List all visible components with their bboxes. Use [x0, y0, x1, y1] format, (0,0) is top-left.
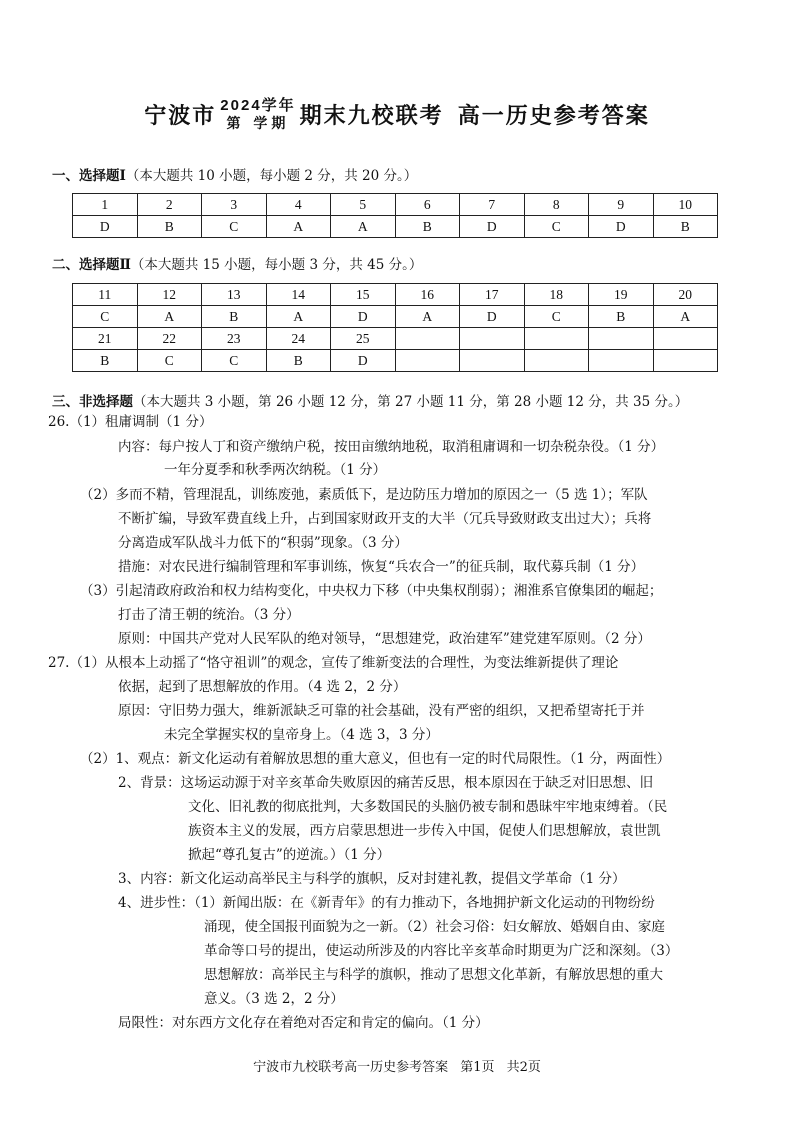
answer-line: 2、背景：这场运动源于对辛亥革命失败原因的痛苦反思，根本原因在于缺乏对旧思想、旧	[118, 775, 654, 791]
table-cell: 17	[460, 284, 525, 306]
table-cell: 14	[266, 284, 331, 306]
answer-line: （3）引起清政府政治和权力结构变化，中央权力下移（中央集权削弱）；湘淮系官僚集团的崛起；	[80, 583, 663, 599]
table-cell: B	[73, 350, 138, 372]
title-semester: 第 学期	[226, 116, 290, 132]
table-cell: 5	[331, 194, 396, 216]
table-cell	[395, 350, 460, 372]
table-cell: A	[137, 306, 202, 328]
table-cell: 25	[331, 328, 396, 350]
table-cell: 10	[653, 194, 718, 216]
table-cell: C	[202, 216, 267, 238]
table-row	[73, 306, 718, 328]
table-cell	[460, 328, 525, 350]
table-cell	[589, 328, 654, 350]
table-cell: A	[266, 306, 331, 328]
table-cell	[395, 328, 460, 350]
table-cell: C	[137, 350, 202, 372]
answer-line: 意义。（3 选 2，2 分）	[204, 991, 344, 1007]
answer-line: 一年分夏季和秋季两次纳税。（1 分）	[164, 462, 387, 478]
answer-line: 4、进步性：（1）新闻出版：在《新青年》的有力推动下，各地拥护新文化运动的刊物纷纷	[118, 895, 655, 911]
table-cell: A	[331, 216, 396, 238]
table-cell: C	[524, 306, 589, 328]
table-row	[73, 328, 718, 350]
table-cell: 18	[524, 284, 589, 306]
table-cell: 6	[395, 194, 460, 216]
table-cell: B	[202, 306, 267, 328]
table-cell: B	[137, 216, 202, 238]
table-cell: D	[331, 350, 396, 372]
table-cell: D	[331, 306, 396, 328]
table-cell: 20	[653, 284, 718, 306]
table-cell: C	[524, 216, 589, 238]
section-1-heading: 一、选择题Ⅰ（本大题共 10 小题，每小题 2 分，共 20 分。）	[52, 168, 418, 184]
table-cell: D	[460, 216, 525, 238]
table-cell: 15	[331, 284, 396, 306]
table-cell: 24	[266, 328, 331, 350]
answer-line: 原则：中国共产党对人民军队的绝对领导，“思想建党，政治建军”建党建军原则。（2 分）	[118, 631, 651, 647]
table-cell: A	[395, 306, 460, 328]
answer-line: 思想解放：高举民主与科学的旗帜，推动了思想文化革新，有解放思想的重大	[204, 967, 663, 983]
table-cell: A	[266, 216, 331, 238]
table-cell	[653, 350, 718, 372]
answer-table-2	[72, 283, 718, 372]
table-cell: 23	[202, 328, 267, 350]
table-cell: 8	[524, 194, 589, 216]
table-cell: B	[653, 216, 718, 238]
title-prefix: 宁波市	[144, 103, 217, 129]
table-row	[73, 350, 718, 372]
answer-line: 革命等口号的提出，使运动所涉及的内容比辛亥革命时期更为广泛和深刻。（3）	[204, 943, 679, 959]
table-cell: 7	[460, 194, 525, 216]
table-cell: D	[589, 216, 654, 238]
table-cell: 3	[202, 194, 267, 216]
table-cell: B	[266, 350, 331, 372]
table-cell: 12	[137, 284, 202, 306]
answer-line: 27.（1）从根本上动摇了“恪守祖训”的观念，宣传了维新变法的合理性，为变法维新提供了理论	[48, 655, 619, 671]
table-row	[73, 284, 718, 306]
table-row	[73, 216, 718, 238]
answer-table-1	[72, 193, 718, 238]
table-cell: A	[653, 306, 718, 328]
title-subject: 高一历史参考答案	[457, 103, 650, 129]
table-cell: 9	[589, 194, 654, 216]
section-3-heading: 三、非选择题（本大题共 3 小题，第 26 小题 12 分，第 27 小题 11 分，第 28 小题 12 分，共 35 分。）	[52, 394, 689, 410]
answer-line: 原因：守旧势力强大，维新派缺乏可靠的社会基础，没有严密的组织，又把希望寄托于并	[118, 703, 645, 719]
title-year: 2024学年	[220, 97, 296, 114]
table-cell: B	[589, 306, 654, 328]
title-term	[220, 98, 295, 131]
answer-line: 依据，起到了思想解放的作用。（4 选 2，2 分）	[118, 679, 407, 695]
table-cell	[653, 328, 718, 350]
table-cell: 21	[73, 328, 138, 350]
table-cell: C	[202, 350, 267, 372]
answer-line: 26.（1）租庸调制（1 分）	[48, 414, 213, 430]
table-cell: 13	[202, 284, 267, 306]
table-cell: D	[460, 306, 525, 328]
answer-line: 3、内容：新文化运动高举民主与科学的旗帜，反对封建礼教，提倡文学革命（1 分）	[118, 871, 626, 887]
answer-line: 未完全掌握实权的皇帝身上。（4 选 3，3 分）	[164, 727, 439, 743]
table-cell: C	[73, 306, 138, 328]
table-cell: 19	[589, 284, 654, 306]
answer-line: 文化、旧礼教的彻底批判，大多数国民的头脑仍被专制和愚昧牢牢地束缚着。（民	[188, 799, 668, 815]
table-cell: 4	[266, 194, 331, 216]
table-cell: B	[395, 216, 460, 238]
table-cell: 1	[73, 194, 138, 216]
answer-line: 掀起“尊孔复古”的逆流。）（1 分）	[188, 847, 391, 863]
answer-line: （2）1、观点：新文化运动有着解放思想的重大意义，但也有一定的时代局限性。（1 分，两面性）	[80, 751, 671, 767]
table-cell: D	[73, 216, 138, 238]
answer-line: 分离造成军队战斗力低下的“积弱”现象。（3 分）	[118, 535, 408, 551]
table-cell	[589, 350, 654, 372]
answer-line: 不断扩编，导致军费直线上升，占到国家财政开支的大半（冗兵导致财政支出过大）；兵将	[118, 511, 652, 527]
page-title	[0, 98, 794, 131]
table-row	[73, 194, 718, 216]
section-2-heading: 二、选择题Ⅱ（本大题共 15 小题，每小题 3 分，共 45 分。）	[52, 257, 423, 273]
answer-line: 局限性：对东西方文化存在着绝对否定和肯定的偏向。（1 分）	[118, 1015, 489, 1031]
answer-line: （2）多而不精，管理混乱，训练废弛，素质低下，是边防压力增加的原因之一（5 选 1）；军队	[80, 487, 648, 503]
title-exam: 期末九校联考	[299, 103, 444, 129]
table-cell: 22	[137, 328, 202, 350]
table-cell: 2	[137, 194, 202, 216]
footer-total: 共2页	[506, 1060, 541, 1075]
page-footer	[0, 1056, 794, 1075]
table-cell	[524, 350, 589, 372]
answer-line: 涌现，使全国报刊面貌为之一新。（2）社会习俗：妇女解放、婚姻自由、家庭	[204, 919, 665, 935]
answer-line: 内容：每户按人丁和资产缴纳户税，按田亩缴纳地税，取消租庸调和一切杂税杂役。（1 分）	[118, 439, 665, 455]
table-cell: 16	[395, 284, 460, 306]
table-cell: 11	[73, 284, 138, 306]
answer-line: 措施：对农民进行编制管理和军事训练，恢复“兵农合一”的征兵制，取代募兵制（1 分）	[118, 559, 645, 575]
footer-page: 第1页	[460, 1060, 495, 1075]
table-cell	[524, 328, 589, 350]
table-cell	[460, 350, 525, 372]
answer-line: 打击了清王朝的统治。（3 分）	[118, 607, 300, 623]
footer-text: 宁波市九校联考高一历史参考答案	[253, 1060, 449, 1075]
answer-line: 族资本主义的发展，西方启蒙思想进一步传入中国，促使人们思想解放，袁世凯	[188, 823, 661, 839]
